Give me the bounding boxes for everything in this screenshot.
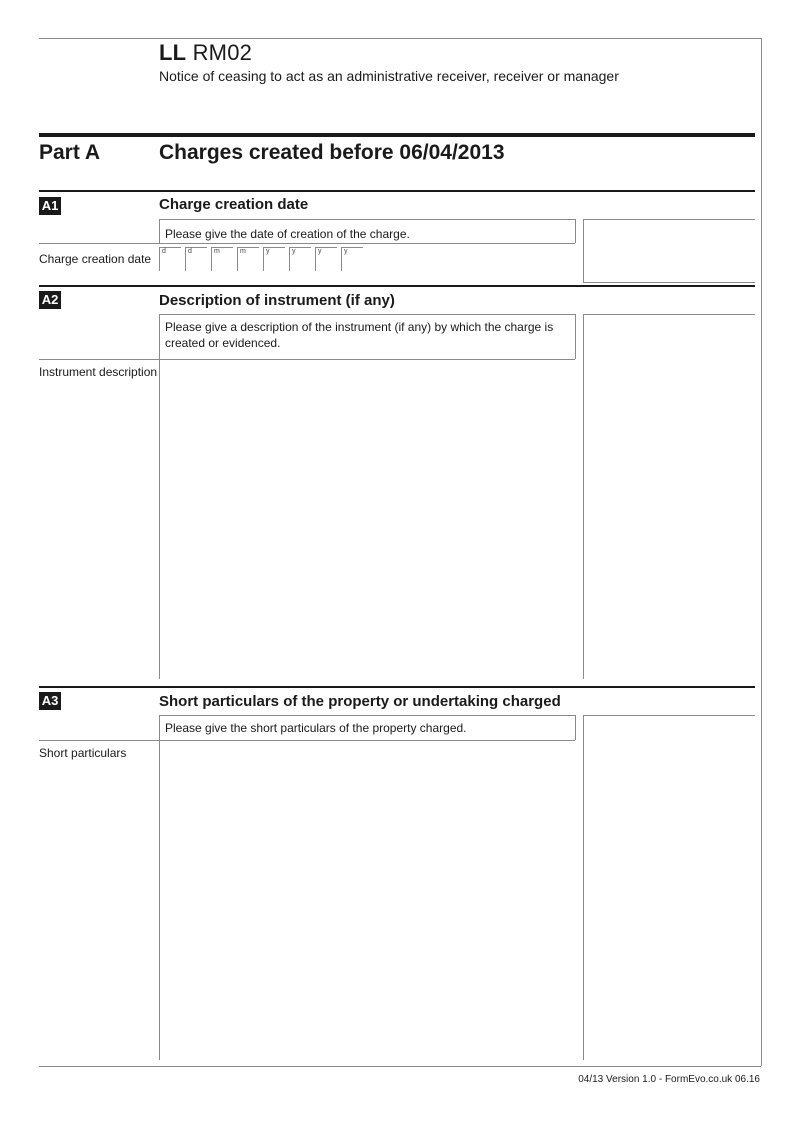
- date-box-y1[interactable]: [263, 247, 285, 271]
- date-box-y2[interactable]: [289, 247, 311, 271]
- date-box-label: d: [162, 248, 166, 255]
- a3-instruction: Please give the short particulars of the property charged.: [165, 721, 467, 735]
- a1-instruction-right: [575, 219, 576, 243]
- date-box-label: m: [214, 248, 220, 255]
- date-box-d1[interactable]: [159, 247, 181, 271]
- a1-divider: [39, 190, 755, 192]
- a2-title: Description of instrument (if any): [159, 292, 395, 309]
- part-label: Part A: [39, 141, 101, 164]
- a1-instruction-left: [159, 219, 160, 243]
- date-box-m1[interactable]: [211, 247, 233, 271]
- short-particulars-input[interactable]: [159, 715, 576, 1060]
- a1-instruction-top: [159, 219, 575, 220]
- form-code-number: RM02: [192, 40, 253, 65]
- a2-note-left: [583, 314, 584, 679]
- date-box-y3[interactable]: [315, 247, 337, 271]
- a2-badge: A2: [39, 291, 61, 309]
- a2-field-label: Instrument description: [39, 365, 158, 379]
- a3-field-label: Short particulars: [39, 746, 127, 760]
- date-box-label: m: [240, 248, 246, 255]
- date-box-y4[interactable]: [341, 247, 363, 271]
- part-divider: [39, 133, 755, 137]
- date-box-m2[interactable]: [237, 247, 259, 271]
- a3-badge: A3: [39, 692, 61, 710]
- a3-divider: [39, 686, 755, 688]
- a3-note-left: [583, 715, 584, 1060]
- date-box-label: y: [344, 248, 348, 255]
- top-border: [39, 38, 761, 39]
- right-border: [761, 38, 762, 1066]
- footer-version: 04/13 Version 1.0 - FormEvo.co.uk 06.16: [578, 1074, 760, 1085]
- date-box-label: d: [188, 248, 192, 255]
- a1-note-left: [583, 219, 584, 282]
- a2-note-top: [583, 314, 755, 315]
- date-box-d2[interactable]: [185, 247, 207, 271]
- a2-instruction: Please give a description of the instrument (if any) by which the charge is created or evidenced.: [165, 320, 554, 350]
- a3-note-top: [583, 715, 755, 716]
- form-code: [159, 40, 252, 66]
- instrument-description-input[interactable]: [159, 314, 576, 679]
- bottom-border: [39, 1066, 761, 1067]
- a1-note-bottom: [583, 282, 755, 283]
- a3-title: Short particulars of the property or undertaking charged: [159, 693, 561, 710]
- a1-field-label: Charge creation date: [39, 252, 152, 266]
- a1-instruction: Please give the date of creation of the charge.: [165, 227, 410, 241]
- date-box-label: y: [266, 248, 270, 255]
- a2-divider: [39, 285, 755, 287]
- a1-badge: A1: [39, 197, 61, 215]
- date-box-label: y: [292, 248, 296, 255]
- form-code-prefix: LL: [159, 40, 187, 65]
- date-box-label: y: [318, 248, 322, 255]
- a1-note-top: [583, 219, 755, 220]
- a1-title: Charge creation date: [159, 196, 309, 213]
- part-title: Charges created before 06/04/2013: [159, 141, 505, 164]
- form-title: Notice of ceasing to act as an administrative receiver, receiver or manager: [159, 68, 619, 84]
- a1-instruction-bottom: [39, 243, 575, 244]
